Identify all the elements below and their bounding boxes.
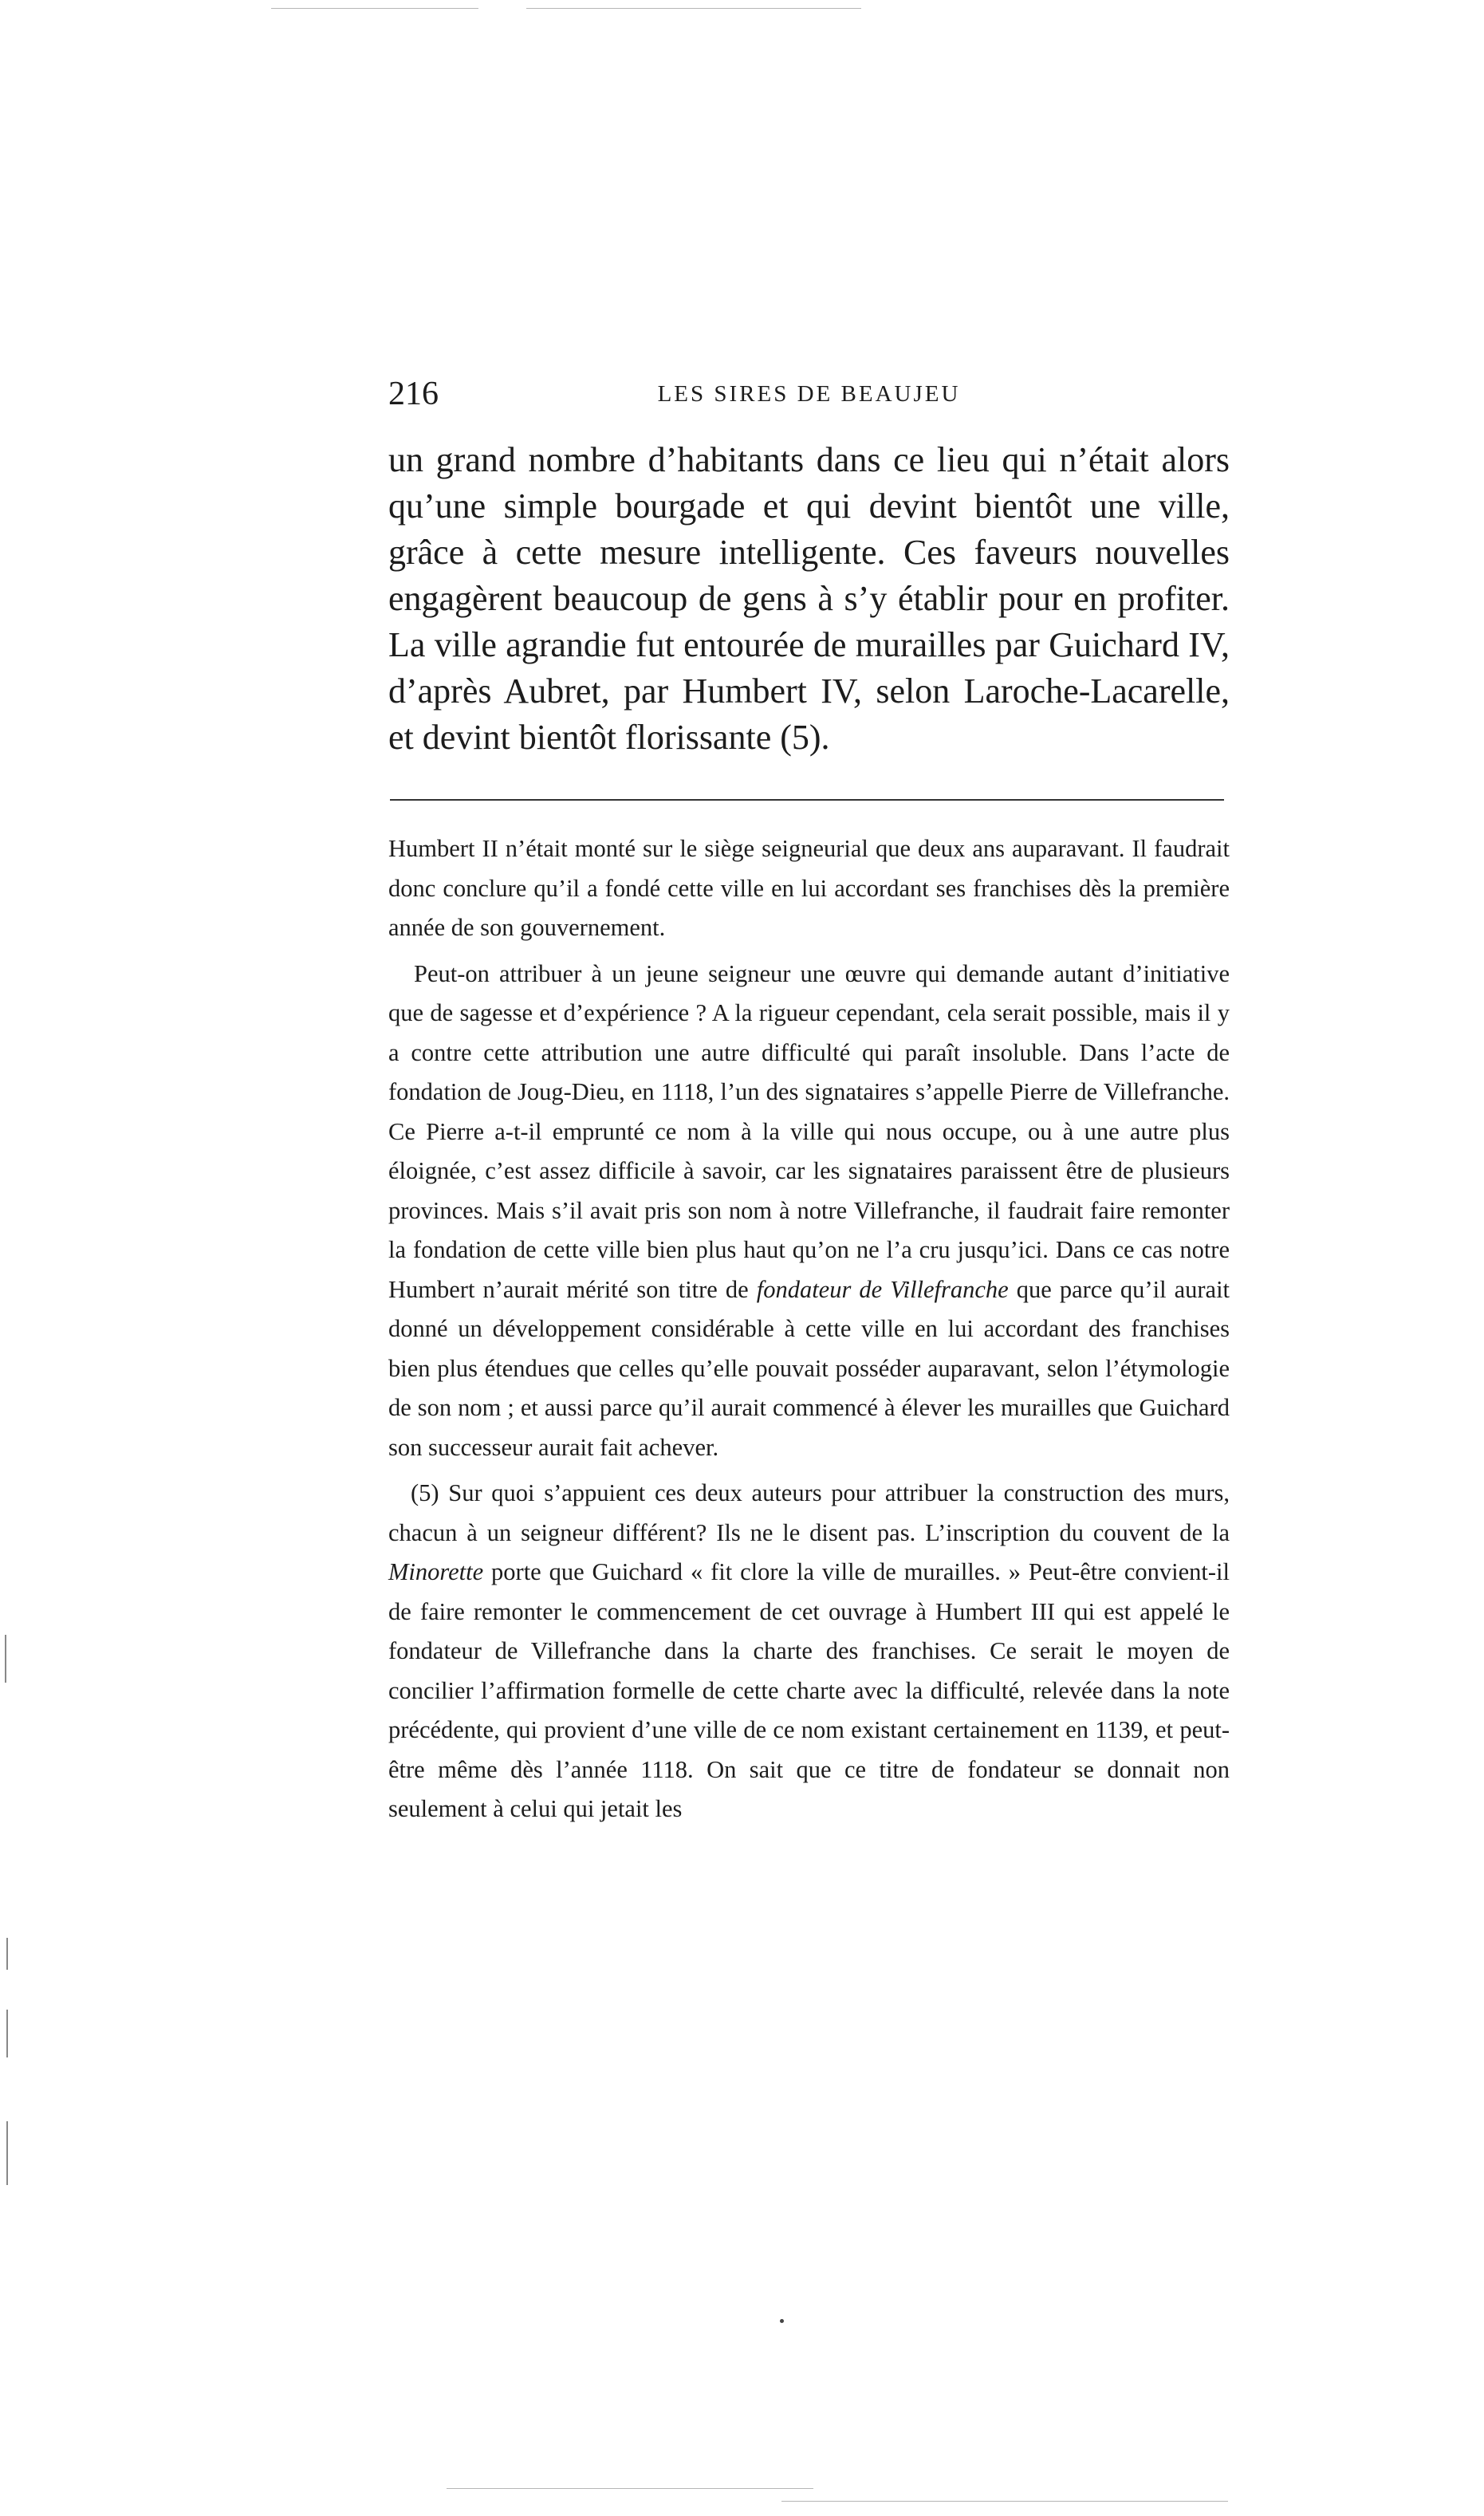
running-title: LES SIRES DE BEAUJEU bbox=[657, 381, 961, 407]
page-number: 216 bbox=[388, 376, 439, 412]
footnote-text: porte que Guichard « fit clore la ville de murailles. » Peut-être convient-il de faire remonter le commencement de cet ouvrage à Humbert III qui est appelé le fondateur de Villefranche dans la charte des franchises. Ce serait le moyen de concilier l’affirmation formelle de cette charte avec la difficulté, relevée dans la note précédente, qui provient d’une ville de ce nom existant certainement en 1139, et peut-être même dès l’année 1118. On sait que ce titre de fondateur se donnait non seulement à celui qui jetait les bbox=[388, 1558, 1230, 1822]
scan-artifact-bottom bbox=[781, 2501, 1228, 2502]
scan-artifact-edge bbox=[5, 1635, 6, 1683]
footnotes bbox=[388, 829, 1230, 1836]
footnote-5 bbox=[388, 1474, 1230, 1829]
footnote-paragraph bbox=[388, 955, 1230, 1468]
scan-artifact-edge bbox=[6, 2121, 8, 2185]
scan-artifact-top bbox=[526, 8, 861, 9]
scan-artifact-edge bbox=[6, 1938, 8, 1970]
running-head bbox=[388, 375, 1230, 423]
main-paragraph: un grand nombre d’habitants dans ce lieu qui n’était alors qu’une simple bourgade et qui devint bientôt une ville, grâce à cette mesure intelligente. Ces faveurs nouvelles engagèrent beaucoup de gens à s’y établir pour en profiter. La ville agrandie fut entourée de murailles par Guichard IV, d’après Aubret, par Humbert IV, selon Laroche-Lacarelle, et devint bientôt florissante (5). bbox=[388, 440, 1230, 757]
footnote-text: (5) Sur quoi s’appuient ces deux auteurs pour attribuer la construction des murs, chacun à un seigneur différent? Ils ne le disent pas. L’inscription du couvent de la bbox=[388, 1479, 1230, 1546]
scan-artifact-top bbox=[271, 8, 478, 9]
footnote-italic-title: fondateur de Villefranche bbox=[756, 1275, 1009, 1303]
scan-artifact-edge bbox=[6, 2010, 8, 2057]
footnote-text: que parce qu’il aurait donné un développement considérable à cette ville en lui accordant des franchises bien plus étendues que celles qu’elle pouvait posséder auparavant, selon l’étymologie de son nom ; et aussi parce qu’il aurait commencé à élever les murailles que Guichard son successeur aurait fait achever. bbox=[388, 1275, 1230, 1461]
footnote-italic-name: Minorette bbox=[388, 1558, 484, 1585]
footnote-text: Peut-on attribuer à un jeune seigneur une œuvre qui demande autant d’initiative que de sagesse et d’expérience ? A la rigueur cependant, cela serait possible, mais il y a contre cette attribution une autre difficulté qui paraît insoluble. Dans l’acte de fondation de Joug-Dieu, en 1118, l’un des signataires s’appelle Pierre de Villefranche. Ce Pierre a-t-il emprunté ce nom à la ville qui nous occupe, ou à une autre plus éloignée, c’est assez difficile à savoir, car les signataires paraissent être de plusieurs provinces. Mais s’il avait pris son nom à notre Villefranche, il faudrait faire remonter la fondation de cette ville bien plus haut qu’on ne l’a cru jusqu’ici. Dans ce cas notre Humbert n’aurait mérité son titre de bbox=[388, 959, 1230, 1303]
ink-speck bbox=[780, 2319, 784, 2323]
scan-artifact-bottom bbox=[447, 2488, 813, 2489]
footnote-continued: Humbert II n’était monté sur le siège seigneurial que deux ans auparavant. Il faudrait donc conclure qu’il a fondé cette ville en lui accordant ses franchises dès la première année de son gouvernement. bbox=[388, 835, 1230, 941]
footnote-separator bbox=[390, 799, 1224, 801]
main-text bbox=[388, 437, 1230, 761]
